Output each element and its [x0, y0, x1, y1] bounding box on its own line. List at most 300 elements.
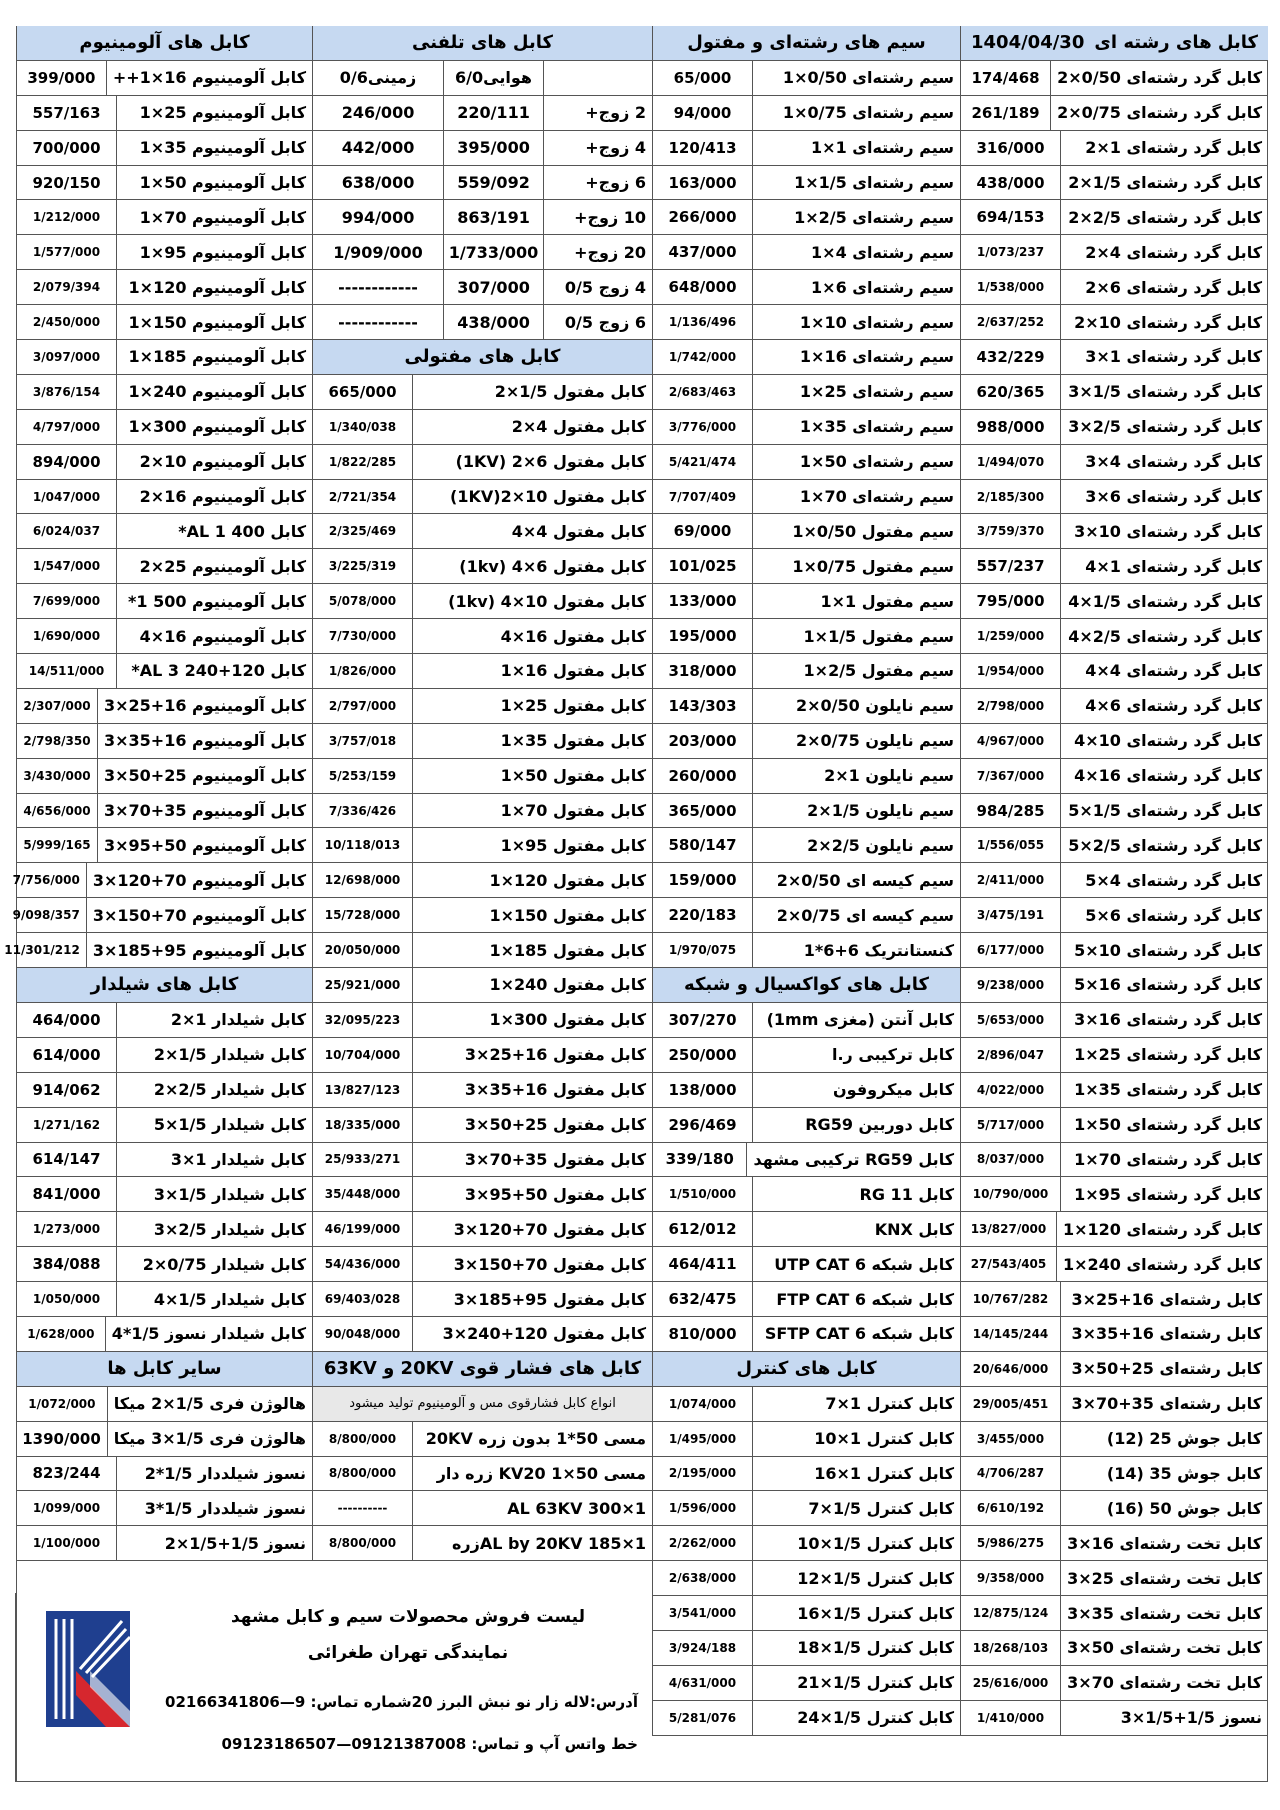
coax-item-price: 1/510/000 [653, 1177, 753, 1211]
shielded-row [16, 1282, 312, 1317]
wire-item-name: سیم مفتول 2/5×1 [803, 661, 954, 681]
solid-item-name: کابل مفتول 10×2(1KV) [450, 487, 646, 507]
aluminum-item-name: کابل آلومینیوم 25×1 [139, 103, 306, 123]
other-item-price: 1/072/000 [17, 1387, 108, 1421]
stranded-item-price: 1/073/237 [961, 235, 1061, 269]
header-other-title: سایر کابل ها [107, 1358, 222, 1380]
telephone-pairs: 2 زوج+ [585, 103, 646, 123]
solid-row [312, 1247, 652, 1282]
aluminum-item-name: کابل آلومینیوم 300×1 [128, 417, 306, 437]
solid-item-price: 1/822/285 [313, 445, 413, 479]
shielded-item-price: 1/271/162 [17, 1108, 117, 1142]
stranded-item-price: 10/790/000 [961, 1177, 1061, 1211]
wire-item-price: 120/413 [653, 131, 753, 165]
stranded-item-name: کابل گرد رشته‌ای 70×1 [1074, 1149, 1262, 1169]
solid-row [312, 1073, 652, 1108]
wire-item-price: 648/000 [653, 270, 753, 304]
column-aluminum [4, 26, 312, 1561]
stranded-item-price: 174/468 [961, 61, 1051, 95]
stranded-item-price: 9/358/000 [961, 1561, 1061, 1595]
wire-row [652, 724, 960, 759]
other-row [16, 1457, 312, 1492]
shielded-item-name: کابل شیلدار 1/5×4 [153, 1289, 306, 1309]
wire-item-price: 163/000 [653, 166, 753, 200]
solid-row [312, 619, 652, 654]
stranded-row [960, 166, 1268, 201]
solid-item-price: 12/698/000 [313, 863, 413, 897]
control-item-name: کابل کنترل 1×10 [814, 1429, 954, 1449]
solid-item-name: کابل مفتول 150×1 [489, 905, 646, 925]
stranded-row [960, 654, 1268, 689]
stranded-item-price: 4/967/000 [961, 724, 1061, 758]
company-logo-icon [46, 1611, 130, 1727]
control-item-price: 3/541/000 [653, 1596, 753, 1630]
solid-item-name: کابل مفتول 4×4 [511, 521, 646, 541]
wire-row [652, 654, 960, 689]
solid-item-price: 1/340/038 [313, 410, 413, 444]
stranded-item-price: 3/759/370 [961, 514, 1061, 548]
hv-item-price: 8/800/000 [313, 1457, 413, 1491]
aluminum-item-name: کابل آلومینیوم 16+35×3 [103, 731, 306, 751]
solid-row [312, 933, 652, 968]
wire-item-name: سیم مفتول 0/75×1 [792, 556, 954, 576]
wire-item-name: سیم مفتول 0/50×1 [792, 521, 954, 541]
aluminum-item-price: 1/690/000 [17, 619, 117, 653]
aluminum-item-price: 5/999/165 [17, 828, 98, 862]
stranded-row [960, 1631, 1268, 1666]
aluminum-item-price: 557/163 [17, 96, 117, 130]
solid-item-price: 3/757/018 [313, 724, 413, 758]
coax-item-price: 138/000 [653, 1073, 753, 1107]
wire-item-name: سیم کیسه ای 0/75×2 [776, 905, 954, 925]
aluminum-item-name: کابل آلومینیوم 95×1 [139, 242, 306, 262]
aluminum-row [12, 863, 312, 898]
wire-item-price: 195/000 [653, 619, 753, 653]
telephone-pairs: 10 زوج+ [574, 207, 646, 227]
telephone-row [312, 305, 652, 340]
control-item-name: کابل کنترل 1/5×10 [797, 1533, 954, 1553]
stranded-row [960, 724, 1268, 759]
stranded-item-price: 14/145/244 [961, 1317, 1061, 1351]
control-item-name: کابل کنترل 1/5×7 [808, 1498, 954, 1518]
control-item-price: 5/281/076 [653, 1701, 753, 1735]
aluminum-item-price: 700/000 [17, 131, 117, 165]
aluminum-row [12, 898, 312, 933]
header-hv [312, 1352, 652, 1387]
coax-item-name: کابل RG59 ترکیبی مشهد [753, 1149, 954, 1169]
control-row [652, 1631, 960, 1666]
coax-row [652, 1177, 960, 1212]
wire-item-name: سیم نایلون 1/5×2 [807, 801, 954, 821]
wire-row [652, 863, 960, 898]
stranded-row [960, 828, 1268, 863]
wire-row [652, 549, 960, 584]
wire-item-price: 260/000 [653, 759, 753, 793]
solid-row [312, 1177, 652, 1212]
stranded-row [960, 410, 1268, 445]
stranded-item-price: 10/767/282 [961, 1282, 1061, 1316]
coax-item-name: کابل RG 11 [859, 1184, 954, 1204]
wire-row [652, 235, 960, 270]
stranded-row [960, 1457, 1268, 1492]
coax-item-price: 632/475 [653, 1282, 753, 1316]
wire-item-price: 159/000 [653, 863, 753, 897]
coax-item-name: کابل شبکه UTP CAT 6 [774, 1254, 954, 1274]
stranded-item-name: کابل گرد رشته‌ای 120×1 [1062, 1219, 1262, 1239]
stranded-item-name: کابل گرد رشته‌ای 6×4 [1085, 696, 1262, 716]
stranded-item-name: کابل گرد رشته‌ای 10×4 [1074, 731, 1262, 751]
telephone-ground-price: 246/000 [313, 96, 444, 130]
telephone-row [312, 131, 652, 166]
wire-item-name: سیم رشته‌ای 1×1 [811, 138, 954, 158]
stranded-item-name: کابل گرد رشته‌ای 1×3 [1085, 347, 1262, 367]
wire-item-name: سیم رشته‌ای 0/50×1 [782, 68, 954, 88]
stranded-item-name: کابل گرد رشته‌ای 95×1 [1074, 1184, 1262, 1204]
aluminum-item-name: کابل آلومینیوم 70×1 [139, 207, 306, 227]
aluminum-item-name: کابل آلومینیوم 35×1 [139, 138, 306, 158]
hv-note: انواع کابل فشارقوی مس و آلومینیوم تولید میشود [312, 1387, 652, 1422]
stranded-item-price: 2/896/047 [961, 1038, 1061, 1072]
column-stranded [960, 26, 1268, 1736]
shielded-row [16, 1073, 312, 1108]
stranded-item-price: 13/827/000 [961, 1212, 1057, 1246]
header-aluminum [16, 26, 312, 61]
hv-item-price: 8/800/000 [313, 1526, 413, 1560]
other-item-price: 1/099/000 [17, 1491, 117, 1525]
stranded-row [960, 1177, 1268, 1212]
shielded-row [16, 1003, 312, 1038]
solid-item-price: 25/921/000 [313, 968, 413, 1002]
wire-item-price: 133/000 [653, 584, 753, 618]
wire-item-name: سیم رشته‌ای 10×1 [799, 312, 954, 332]
aluminum-item-price: 7/699/000 [17, 584, 117, 618]
aluminum-item-price: 3/876/154 [17, 375, 117, 409]
shielded-row [16, 1212, 312, 1247]
control-item-price: 1/495/000 [653, 1422, 753, 1456]
shielded-row [16, 1317, 312, 1352]
stranded-row [960, 863, 1268, 898]
stranded-item-price: 694/153 [961, 200, 1061, 234]
aluminum-item-name: کابل آلومینیوم 50+95×3 [103, 835, 306, 855]
aluminum-row [16, 654, 312, 689]
wire-item-price: 2/683/463 [653, 375, 753, 409]
wire-row [652, 619, 960, 654]
stranded-item-price: 1/259/000 [961, 619, 1061, 653]
aluminum-row [4, 933, 312, 968]
telephone-air-price: 438/000 [444, 305, 544, 339]
aluminum-rows [4, 61, 312, 968]
stranded-row [960, 445, 1268, 480]
hv-item-name: 1×185 AL by 20KVزره [451, 1533, 646, 1553]
stranded-row [960, 933, 1268, 968]
header-coax-title: کابل های کواکسیال و شبکه [684, 974, 929, 996]
wire-item-price: 7/707/409 [653, 480, 753, 514]
solid-item-price: 10/118/013 [313, 828, 413, 862]
solid-item-price: 5/253/159 [313, 759, 413, 793]
stranded-item-name: کابل گرد رشته‌ای 0/75×2 [1057, 103, 1262, 123]
stranded-item-name: کابل تخت رشته‌ای 50×3 [1067, 1638, 1262, 1658]
stranded-item-name: کابل جوش 25 (12) [1106, 1429, 1262, 1449]
solid-row [312, 1108, 652, 1143]
solid-row [312, 445, 652, 480]
stranded-item-name: کابل گرد رشته‌ای 16×3 [1074, 1010, 1262, 1030]
aluminum-item-name: کابل 400 AL 1* [178, 521, 306, 541]
stranded-item-price: 6/610/192 [961, 1491, 1061, 1525]
control-row [652, 1666, 960, 1701]
wire-item-price: 580/147 [653, 828, 753, 862]
telephone-air-price: 395/000 [444, 131, 544, 165]
stranded-item-name: کابل گرد رشته‌ای 16×5 [1074, 975, 1262, 995]
wire-item-price: 101/025 [653, 549, 753, 583]
aluminum-item-price: 3/097/000 [17, 340, 117, 374]
aluminum-item-price: 2/798/350 [17, 724, 98, 758]
stranded-item-name: کابل تخت رشته‌ای 35×3 [1067, 1603, 1262, 1623]
solid-item-price: 665/000 [313, 375, 413, 409]
shielded-item-price: 914/062 [17, 1073, 117, 1107]
aluminum-item-name: کابل 120+240 AL 3* [131, 661, 306, 681]
wire-item-name: سیم رشته‌ای 1/5×1 [794, 173, 954, 192]
solid-item-name: کابل مفتول 4×2 [511, 417, 646, 437]
control-row [652, 1491, 960, 1526]
other-row [16, 1526, 312, 1561]
shielded-item-name: کابل شیلدار 1/5×5 [153, 1115, 306, 1135]
stranded-item-name: کابل گرد رشته‌ای 6×3 [1085, 487, 1262, 507]
wire-row [652, 584, 960, 619]
aluminum-row [16, 305, 312, 340]
hv-item-price: 8/800/000 [313, 1422, 413, 1456]
stranded-item-name: کابل جوش 50 (16) [1106, 1498, 1262, 1518]
stranded-item-price: 984/285 [961, 794, 1061, 828]
coax-row [652, 1247, 960, 1282]
telephone-pairs: 6 زوج 0/5 [564, 312, 646, 332]
stranded-item-price: 2/637/252 [961, 305, 1061, 339]
stranded-item-price: 988/000 [961, 410, 1061, 444]
coax-item-price: 250/000 [653, 1038, 753, 1072]
solid-item-name: کابل مفتول 16×4 [500, 626, 646, 646]
aluminum-row [16, 340, 312, 375]
telephone-air-price: 863/191 [444, 200, 544, 234]
shielded-row [16, 1038, 312, 1073]
hv-row [312, 1457, 652, 1492]
stranded-row [960, 759, 1268, 794]
column-wires [652, 26, 960, 1736]
aluminum-row [16, 480, 312, 515]
aluminum-item-name: کابل آلومینیوم 185×1 [128, 347, 306, 367]
solid-item-name: کابل مفتول 35+70×3 [464, 1149, 646, 1169]
solid-item-price: 25/933/271 [313, 1143, 413, 1177]
aluminum-item-name: کابل آلومینیوم 25×2 [139, 556, 306, 576]
stranded-row [960, 305, 1268, 340]
coax-item-price: 464/411 [653, 1247, 753, 1281]
telephone-ground-price: ------------ [313, 305, 444, 339]
wire-row [652, 131, 960, 166]
solid-item-price: 1/826/000 [313, 654, 413, 688]
wire-row [652, 375, 960, 410]
control-item-price: 2/195/000 [653, 1457, 753, 1491]
control-row [652, 1422, 960, 1457]
stranded-item-price: 8/037/000 [961, 1143, 1061, 1177]
stranded-item-price: 20/646/000 [961, 1352, 1061, 1386]
wire-item-price: 69/000 [653, 514, 753, 548]
stranded-item-price: 2/798/000 [961, 689, 1061, 723]
wire-item-name: سیم رشته‌ای 4×1 [811, 242, 954, 262]
shielded-item-name: کابل شیلدار 1×3 [170, 1149, 306, 1169]
stranded-item-price: 1/556/055 [961, 828, 1061, 862]
wire-item-name: سیم نایلون 2/5×2 [807, 835, 954, 855]
stranded-item-price: 432/229 [961, 340, 1061, 374]
stranded-row [960, 1596, 1268, 1631]
solid-item-name: کابل مفتول 95×1 [500, 835, 646, 855]
aluminum-item-name: کابل آلومینیوم 150×1 [128, 312, 306, 332]
wire-row [652, 445, 960, 480]
telephone-row [312, 270, 652, 305]
aluminum-item-price: 4/656/000 [17, 794, 98, 828]
wire-item-name: سیم کیسه ای 0/50×2 [776, 870, 954, 890]
header-control-title: کابل های کنترل [736, 1358, 877, 1380]
solid-item-price: 18/335/000 [313, 1108, 413, 1142]
telephone-rows [312, 96, 652, 340]
solid-item-price: 46/199/000 [313, 1212, 413, 1246]
other-item-name: هالوژن فری 1/5×2 میکا [113, 1394, 306, 1414]
solid-item-name: کابل مفتول 70+150×3 [453, 1254, 646, 1274]
wire-item-name: سیم نایلون 1×2 [824, 766, 954, 786]
aluminum-item-price: 1/212/000 [17, 200, 117, 234]
aluminum-row [16, 61, 312, 96]
wire-row [652, 305, 960, 340]
stranded-row [960, 1317, 1268, 1352]
stranded-row [960, 1666, 1268, 1701]
aluminum-item-name: کابل آلومینیوم 70+150×3 [92, 905, 306, 925]
stranded-row [960, 131, 1268, 166]
stranded-row [960, 480, 1268, 515]
header-control [652, 1352, 960, 1387]
aluminum-row [16, 375, 312, 410]
solid-row [312, 654, 652, 689]
solid-item-name: کابل مفتول 185×1 [489, 940, 646, 960]
solid-item-price: 2/721/354 [313, 480, 413, 514]
stranded-item-price: 1/954/000 [961, 654, 1061, 688]
stranded-item-name: کابل گرد رشته‌ای 10×3 [1074, 521, 1262, 541]
coax-item-price: 612/012 [653, 1212, 753, 1246]
list-date: 1404/04/30 [971, 32, 1085, 54]
solid-item-name: کابل مفتول 6×2 (1KV) [455, 452, 646, 472]
footer-address: آدرس:لاله زار نو نبش البرز 20شماره تماس: 9—02166341806 [165, 1693, 638, 1711]
telephone-type-row [312, 61, 652, 96]
shielded-item-name: کابل شیلدار 2/5×2 [153, 1080, 306, 1100]
control-row [652, 1457, 960, 1492]
solid-row [312, 480, 652, 515]
solid-item-price: 32/095/223 [313, 1003, 413, 1037]
aluminum-item-name: کابل آلومینیوم 35+70×3 [103, 801, 306, 821]
footer-whatsapp: خط واتس آپ و تماس: 09121387008—09123186507 [221, 1735, 638, 1753]
shielded-item-price: 841/000 [17, 1177, 117, 1211]
aluminum-item-price: 920/150 [17, 166, 117, 200]
aluminum-row [16, 689, 312, 724]
aluminum-item-price: 2/079/394 [17, 270, 117, 304]
other-item-price: 1/100/000 [17, 1526, 117, 1560]
stranded-row [960, 375, 1268, 410]
other-item-name: نسوز شیلددار 1/5*2 [144, 1463, 306, 1483]
wire-row [652, 340, 960, 375]
shielded-row [16, 1143, 312, 1178]
stranded-item-price: 6/177/000 [961, 933, 1061, 967]
coax-item-name: کابل دوربین RG59 [805, 1115, 954, 1135]
solid-row [312, 1038, 652, 1073]
aluminum-row [16, 584, 312, 619]
solid-item-name: کابل مفتول 300×1 [489, 1010, 646, 1030]
shielded-item-price: 614/000 [17, 1038, 117, 1072]
aluminum-item-name: کابل آلومینیوم 25+50×3 [103, 766, 306, 786]
stranded-row [960, 898, 1268, 933]
shielded-item-price: 1/628/000 [17, 1317, 106, 1351]
hv-item-price: ---------- [313, 1491, 413, 1525]
shielded-item-price: 1/273/000 [17, 1212, 117, 1246]
stranded-item-price: 5/717/000 [961, 1108, 1061, 1142]
aluminum-item-name: کابل آلومینیوم 70+120×3 [92, 870, 306, 890]
aluminum-item-name: کابل آلومینیوم 95+185×3 [92, 940, 306, 960]
stranded-row [960, 1143, 1268, 1178]
stranded-item-name: کابل گرد رشته‌ای 1/5×3 [1068, 382, 1262, 402]
stranded-item-price: 27/543/405 [961, 1247, 1057, 1281]
stranded-item-name: کابل تخت رشته‌ای 25×3 [1067, 1568, 1262, 1588]
stranded-item-name: کابل گرد رشته‌ای 2/5×5 [1068, 835, 1262, 855]
telephone-row [312, 235, 652, 270]
wire-item-price: 3/776/000 [653, 410, 753, 444]
aluminum-row [16, 410, 312, 445]
wire-item-name: سیم نایلون 0/50×2 [796, 696, 954, 716]
solid-item-name: کابل مفتول 95+185×3 [453, 1289, 646, 1309]
wire-item-price: 318/000 [653, 654, 753, 688]
stranded-item-price: 5/653/000 [961, 1003, 1061, 1037]
aluminum-item-name: کابل آلومینیوم 10×2 [139, 452, 306, 472]
aluminum-item-price: 2/450/000 [17, 305, 117, 339]
control-item-name: کابل کنترل 1/5×18 [797, 1638, 954, 1658]
telephone-pairs: 4 زوج+ [585, 138, 646, 158]
solid-item-price: 3/225/319 [313, 549, 413, 583]
stranded-item-name: کابل تخت رشته‌ای 16×3 [1067, 1533, 1262, 1553]
wire-item-name: سیم مفتول 1/5×1 [803, 626, 954, 646]
solid-item-price: 10/704/000 [313, 1038, 413, 1072]
stranded-row [960, 584, 1268, 619]
solid-item-price: 90/048/000 [313, 1317, 413, 1351]
wire-item-price: 220/183 [653, 898, 753, 932]
aluminum-row [16, 445, 312, 480]
stranded-row [960, 1282, 1268, 1317]
stranded-item-name: کابل گرد رشته‌ای 25×1 [1074, 1045, 1262, 1065]
telephone-air-label: هوایی6/0 [444, 61, 544, 95]
wire-item-name: سیم رشته‌ای 35×1 [799, 417, 954, 437]
shielded-rows [16, 1003, 312, 1352]
header-wires-title: سیم های رشته‌ای و مفتول [687, 32, 926, 54]
wire-item-name: سیم رشته‌ای 6×1 [811, 277, 954, 297]
aluminum-item-price: 894/000 [17, 445, 117, 479]
solid-row [312, 410, 652, 445]
solid-row [312, 968, 652, 1003]
solid-row [312, 724, 652, 759]
solid-item-name: کابل مفتول 16×1 [500, 661, 646, 681]
control-row [652, 1596, 960, 1631]
stranded-row [960, 1491, 1268, 1526]
telephone-ground-price: 638/000 [313, 166, 444, 200]
solid-item-name: کابل مفتول 35×1 [500, 731, 646, 751]
solid-item-name: کابل مفتول 120×1 [489, 870, 646, 890]
telephone-air-price: 220/111 [444, 96, 544, 130]
stranded-item-price: 795/000 [961, 584, 1061, 618]
aluminum-row [16, 131, 312, 166]
footer-line1: لیست فروش محصولات سیم و کابل مشهد [230, 1607, 586, 1627]
wire-item-name: سیم نایلون 0/75×2 [796, 731, 954, 751]
stranded-item-price: 25/616/000 [961, 1666, 1061, 1700]
